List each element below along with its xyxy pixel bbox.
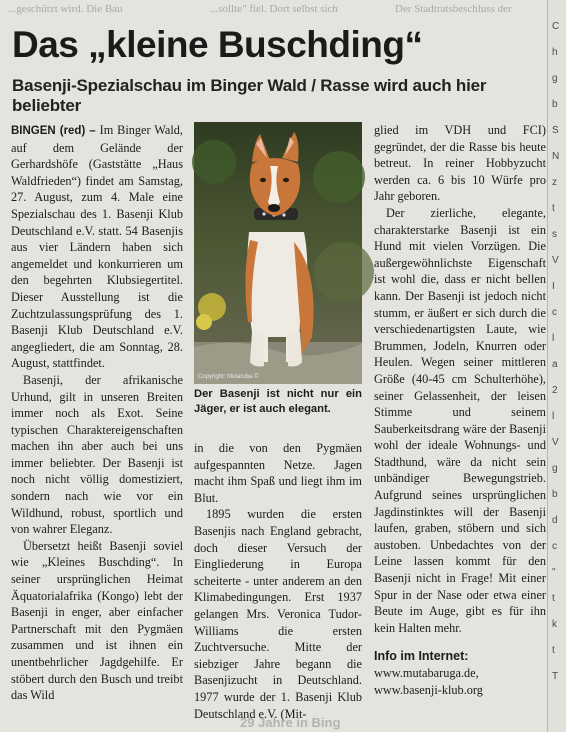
- website-link-mutabaruga[interactable]: www.mutabaruga.de,: [374, 666, 479, 680]
- paragraph: Basenji, der afrikanische Urhund, gilt in unseren Breiten immer noch als Exot. Seine typischen Charaktereigenschaften machen ihn aber auch bei uns immer beliebter. Der Basenji ist noch nicht völlig domestiziert, sondern nach wie vor ein Wildhund, robust, sportlich und von wahrer Eleganz.: [11, 372, 183, 537]
- adjacent-column-letter: t: [552, 645, 555, 656]
- adjacent-column-letter: ": [552, 567, 556, 578]
- column-1: [11, 122, 183, 704]
- adjacent-column-letter: T: [552, 671, 559, 682]
- adjacent-column-letter: z: [552, 177, 557, 188]
- dog-illustration: [194, 122, 362, 384]
- info-heading: Info im Internet:: [374, 649, 469, 664]
- bleed-text-1: ...geschützt wird. Die Bau: [8, 3, 123, 15]
- adjacent-column-letter: t: [552, 593, 555, 604]
- bleed-text-2: ...sollte" fiel. Dort selbst sich: [210, 3, 338, 15]
- adjacent-column-letter: g: [552, 463, 558, 474]
- adjacent-column-letter: 2: [552, 385, 558, 396]
- photo-copyright: Copyright: Mutaruba ©: [198, 374, 259, 380]
- dateline: BINGEN (red) –: [11, 125, 96, 137]
- adjacent-column-letter: s: [552, 229, 557, 240]
- website-link-basenji-klub[interactable]: www.basenji-klub.org: [374, 682, 483, 697]
- bleed-text-3: Der Stadtratsbeschluss der: [395, 3, 512, 15]
- basenji-photo: [194, 122, 362, 384]
- adjacent-column-letter: V: [552, 255, 559, 266]
- adjacent-column-letter: c: [552, 307, 557, 318]
- adjacent-column-letter: b: [552, 99, 558, 110]
- adjacent-column-letter: t: [552, 203, 555, 214]
- adjacent-column-letter: V: [552, 437, 559, 448]
- bleed-text-bottom: 29 Jahre in Bing: [240, 715, 341, 730]
- adjacent-column-letter: C: [552, 21, 560, 32]
- adjacent-column-letter: d: [552, 515, 558, 526]
- subheadline: Basenji-Spezialschau im Binger Wald / Rasse wird auch hier beliebter: [12, 76, 487, 115]
- column-2: [194, 440, 362, 721]
- bleed-through-top: [0, 0, 566, 18]
- photo-caption: Der Basenji ist nicht nur ein Jäger, er ist auch elegant.: [194, 388, 362, 415]
- paragraph-text: Im Binger Wald, auf dem Gelände der Gerhardshöfe (Gaststätte „Haus Waldfrieden“) findet am Samstag, 27. August, zum 4. Male eine Spezialschau des 1. Basenji Klub Deutschland e.V. statt. 54 Basenjis aus vier Ländern haben sich angemeldet und konkurrieren um den begehrten Klubsiegertitel. Dieser Ausstellung ist die Zuchtzulassungsprüfung des 1. Basenji Klub Deutschland e.V. angegliedert, die am Sonntag, 28. August, stattfindet.: [11, 123, 183, 371]
- adjacent-column-letter: c: [552, 541, 557, 552]
- adjacent-column-letter: b: [552, 489, 558, 500]
- bleed-through-bottom: [0, 716, 566, 732]
- adjacent-column-letter: h: [552, 47, 558, 58]
- column-3: [374, 122, 546, 714]
- adjacent-column-letter: I: [552, 281, 555, 292]
- lead-paragraph: [11, 122, 183, 372]
- adjacent-column-letter: k: [552, 619, 557, 630]
- paragraph: Der zierliche, elegante, charakterstarke Basenji ist ein Hund mit vielen Vorzügen. Die außergewöhnlichste Eigenschaft ist wohl die, dass er nicht bellen kann. Der Basenji ist jedoch nicht stumm, er äußert er sich durch die verschiedenartigsten Laute, wie Brummen, Jodeln, Knurren oder Heulen. Wegen seiner mittleren Größe (40-45 cm Schulterhöhe), seiner Gelassenheit, der leisen Stimme und seinem Sauberkeitsdrang wäre der Basenji wohl der ideale Wohnungs- und Stadthund, wäre da nicht sein unbändiger Bewegungstrieb. Aufgrund seines ursprünglichen Jagdinstinktes will der Basenji laufen, graben, stöbern und sich austoben. Unbedachtes von der Leine lassen kommt für den Basenji nicht in Frage! Mit einer Spur in der Nase oder etwa einer Beute im Auge, gibt es für ihn kein Halten mehr.: [374, 205, 546, 635]
- adjacent-column-letter: l: [552, 333, 555, 344]
- adjacent-column-letter: S: [552, 125, 559, 136]
- adjacent-column-letter: l: [552, 411, 555, 422]
- paragraph: glied im VDH und FCI) gegründet, der die Rasse bis heute betreut. In reiner Hobbyzucht werden ca. 6 bis 10 Würfe pro Jahr geboren.: [374, 123, 546, 204]
- adjacent-column-letter: N: [552, 151, 560, 162]
- adjacent-column-letter: a: [552, 359, 558, 370]
- adjacent-column-letter: g: [552, 73, 558, 84]
- paragraph: in die von den Pygmäen aufgespannten Netze. Jagen macht ihm Spaß und liegt ihm im Blut.: [194, 441, 362, 505]
- headline: Das „kleine Buschding“: [12, 24, 423, 65]
- paragraph: 1895 wurden die ersten Basenjis nach England gebracht, doch dieser Versuch der Eingliederung in Europa scheiterte - unter anderem an den Klimabedingungen. Erst 1937 gelangen Mrs. Veronica Tudor-Williams die ersten Zuchtversuche. Mitte der siebziger Jahre begann die Basenjizucht in Deutschland. 1977 wurde der 1. Basenji Klub Deutschland e.V. (Mit-: [194, 507, 362, 721]
- paragraph: Übersetzt heißt Basenji soviel wie „Kleines Buschding“. In seiner ursprünglichen Heimat Äquatorialafrika (Kongo) lebt der Basenji in enger, aber einfacher Partnerschaft mit den Pygmäen zusammen und ist ihnen ein unentbehrlicher Jagdgehilfe. Er stöbert durch den Busch und treibt das Wild: [11, 538, 183, 703]
